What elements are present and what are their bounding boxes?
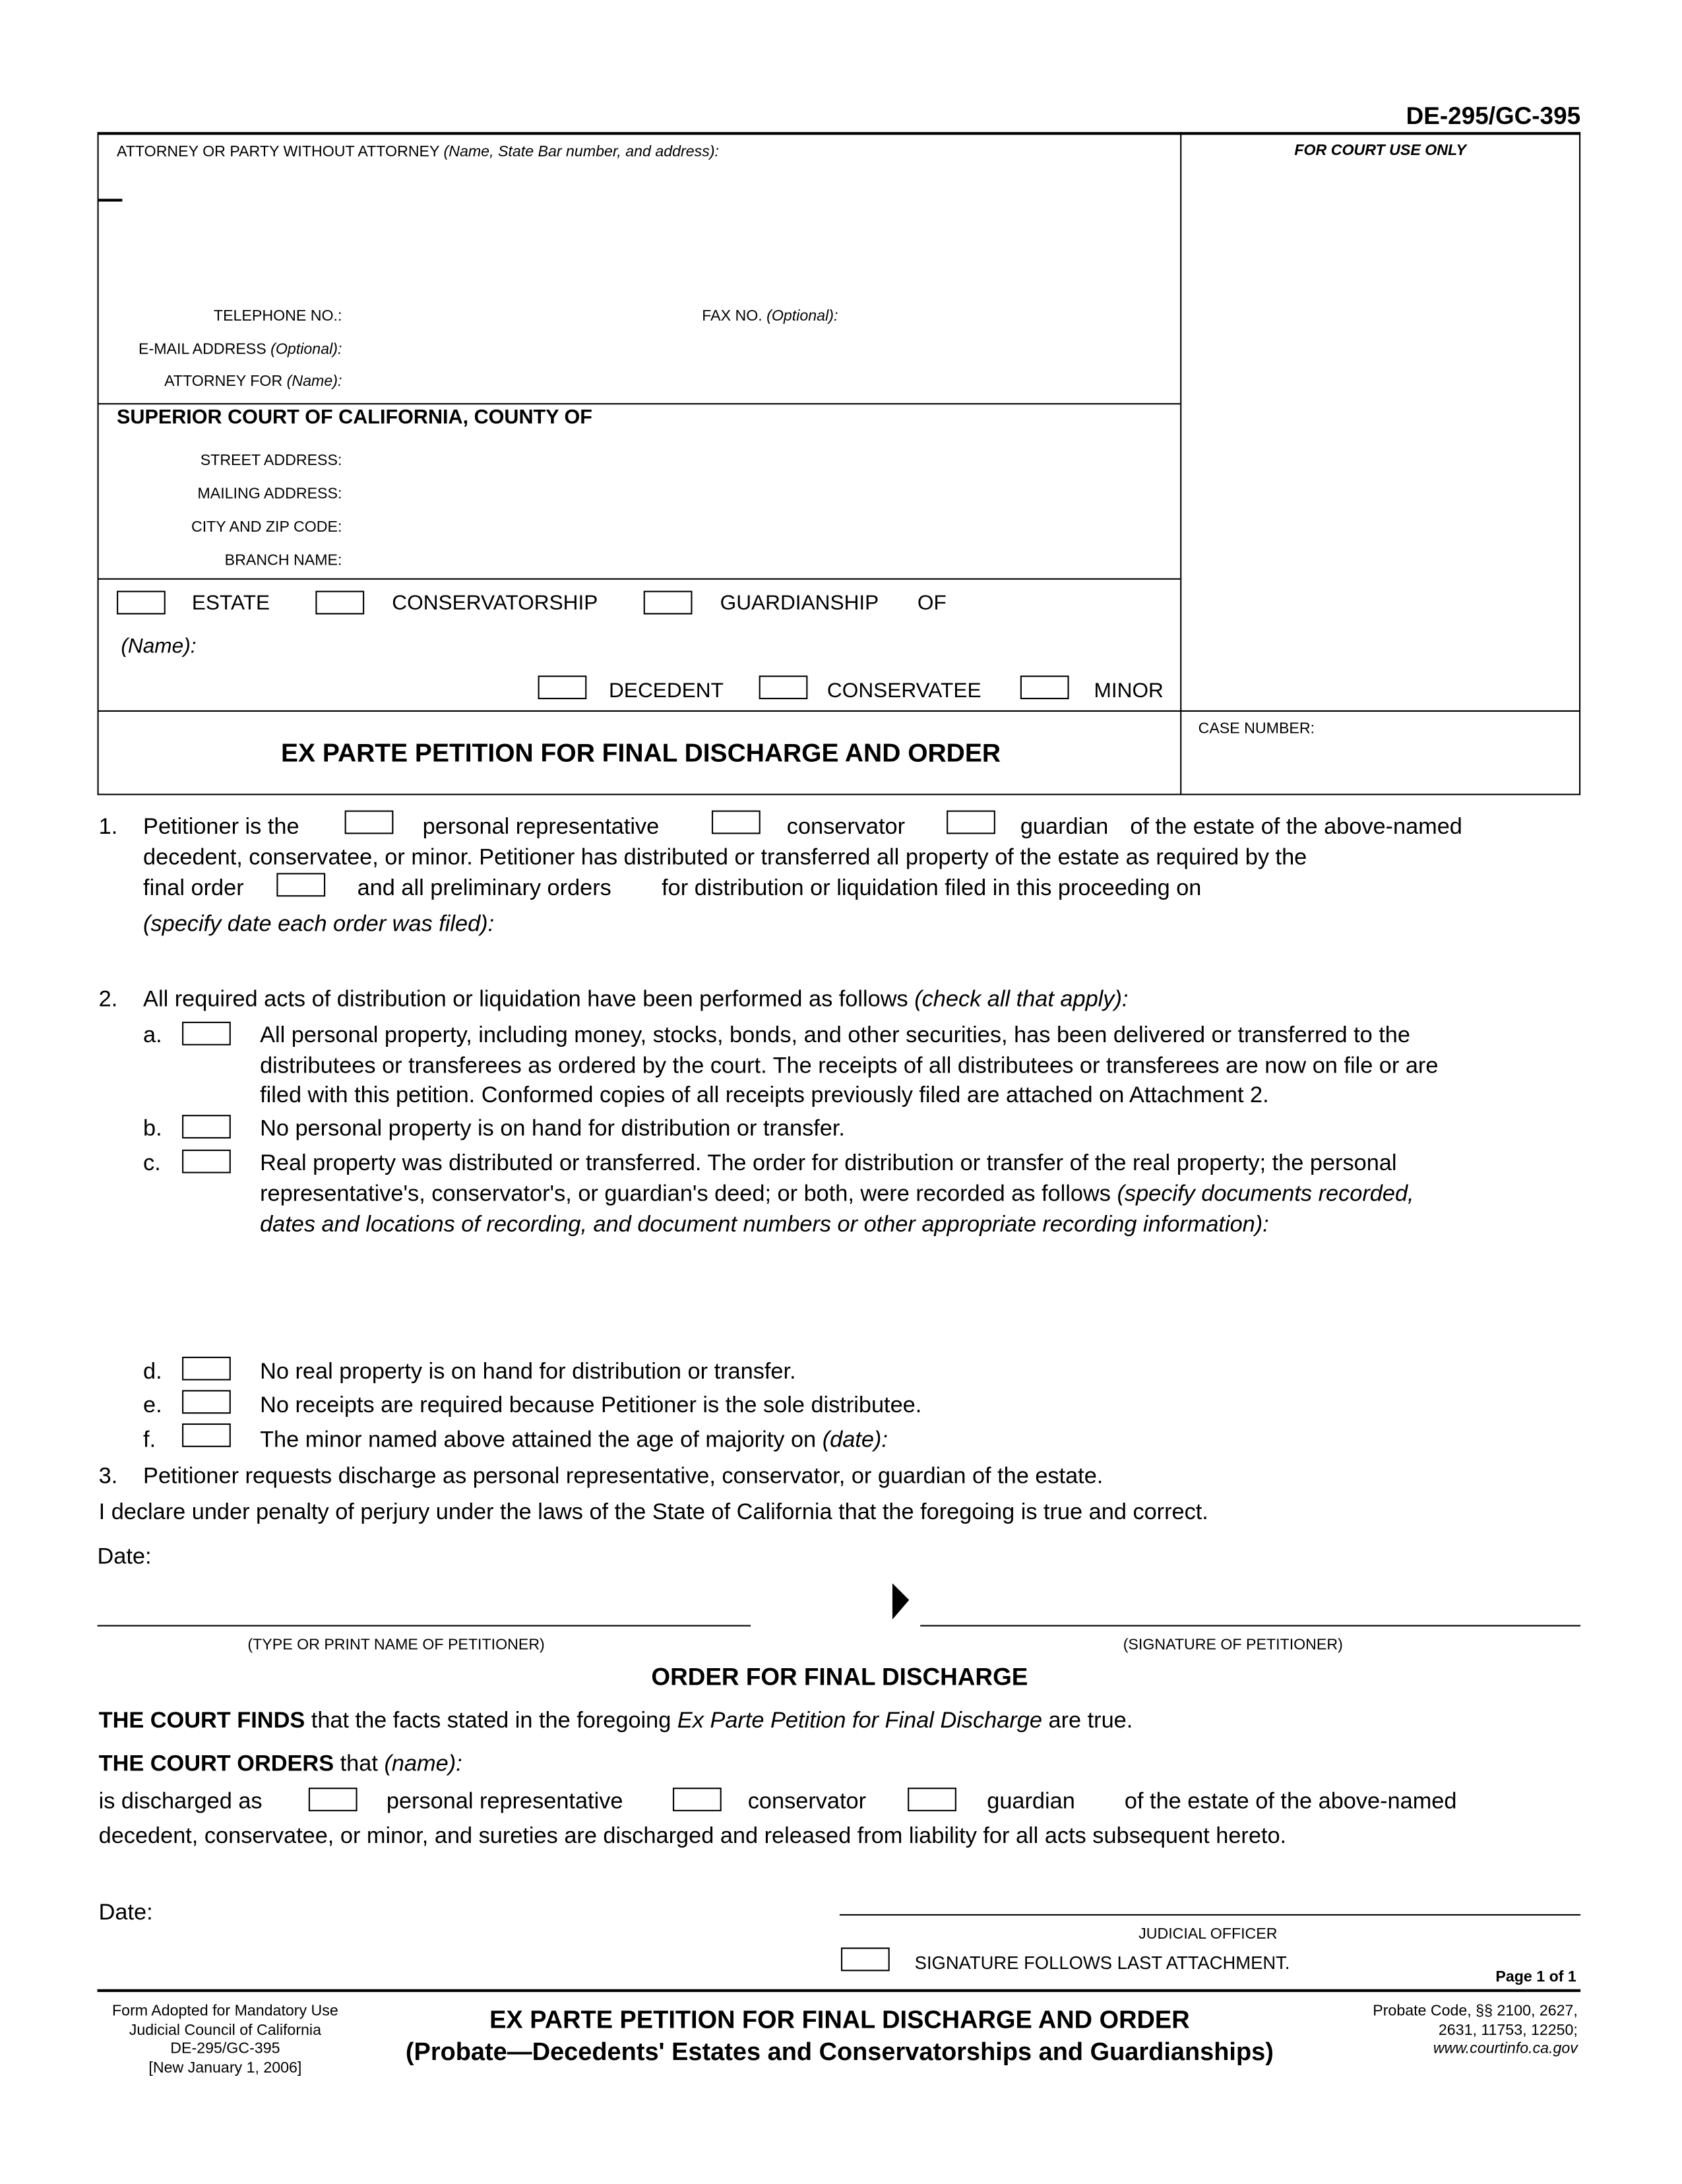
item2c-checkbox[interactable] xyxy=(182,1150,231,1173)
item2-text: All required acts of distribution or liquidation have been performed as follows (check all that apply): xyxy=(143,986,1129,1012)
print-name-line[interactable] xyxy=(98,1625,751,1627)
pr-label: personal representative xyxy=(422,814,660,840)
footer-subtitle: (Probate—Decedents' Estates and Conservatorships and Guardianships) xyxy=(405,2038,1274,2066)
order-text: of the estate of the above-named xyxy=(1124,1788,1457,1814)
conservatee-label: CONSERVATEE xyxy=(826,679,981,703)
guardian-checkbox[interactable] xyxy=(947,811,995,834)
order-guardian-label: guardian xyxy=(987,1788,1075,1814)
divider xyxy=(98,403,1181,405)
item1-text: for distribution or liquidation filed in this proceeding on xyxy=(662,875,1202,901)
divider xyxy=(1579,132,1580,795)
item2e-checkbox[interactable] xyxy=(182,1390,231,1414)
item-letter: d. xyxy=(143,1359,162,1385)
order-pr-checkbox[interactable] xyxy=(309,1788,358,1811)
conservatee-checkbox[interactable] xyxy=(759,675,808,699)
attorney-label: ATTORNEY OR PARTY WITHOUT ATTORNEY (Name, State Bar number, and address): xyxy=(117,144,720,161)
item2c-hint: dates and locations of recording, and document numbers or other appropriate recording information): xyxy=(260,1212,1269,1237)
guardian-label: guardian xyxy=(1020,814,1109,840)
court-finds: THE COURT FINDS that the facts stated in the foregoing Ex Parte Petition for Final Discharge are true. xyxy=(98,1708,1133,1733)
estate-checkbox[interactable] xyxy=(117,591,166,615)
attorney-for-label: ATTORNEY FOR (Name): xyxy=(164,373,342,390)
minor-checkbox[interactable] xyxy=(1020,675,1069,699)
item-number: 3. xyxy=(98,1463,118,1489)
conservatorship-label: CONSERVATORSHIP xyxy=(392,591,598,615)
order-guardian-checkbox[interactable] xyxy=(908,1788,956,1811)
order-conservator-checkbox[interactable] xyxy=(673,1788,722,1811)
signature-follows-checkbox[interactable] xyxy=(841,1947,890,1971)
courtinfo-link[interactable]: www.courtinfo.ca.gov xyxy=(1433,2040,1578,2057)
item-letter: b. xyxy=(143,1115,162,1141)
of-label: OF xyxy=(917,591,947,615)
item3-text: Petitioner requests discharge as personal representative, conservator, or guardian of the estate. xyxy=(143,1463,1104,1489)
form-id: DE-295/GC-395 xyxy=(1406,102,1581,130)
order-title: ORDER FOR FINAL DISCHARGE xyxy=(651,1662,1028,1691)
court-name: SUPERIOR COURT OF CALIFORNIA, COUNTY OF xyxy=(117,406,592,429)
footer-right: Probate Code, §§ 2100, 2627, 2631, 11753, 12250; www.courtinfo.ca.gov xyxy=(1373,2003,1578,2059)
item1-text: decedent, conservatee, or minor. Petitioner has distributed or transferred all property of the estate as required by the xyxy=(143,844,1307,870)
item2b-checkbox[interactable] xyxy=(182,1115,231,1139)
guardianship-checkbox[interactable] xyxy=(644,591,693,615)
item2a-text: distributees or transferees as ordered by the court. The receipts of all distributees or transferees are now on file or are xyxy=(260,1053,1439,1079)
name-label: (Name): xyxy=(121,635,197,658)
item2f-checkbox[interactable] xyxy=(182,1423,231,1447)
final-order-checkbox[interactable] xyxy=(276,873,325,896)
mailing-label: MAILING ADDRESS: xyxy=(197,485,342,503)
item1-text: Petitioner is the xyxy=(143,814,299,840)
signature-arrow-icon xyxy=(890,1580,912,1622)
item2e-text: No receipts are required because Petitioner is the sole distributee. xyxy=(260,1392,922,1418)
item1-text: of the estate of the above-named xyxy=(1130,814,1462,840)
order-date-label: Date: xyxy=(98,1900,153,1925)
footer-left: Form Adopted for Mandatory Use Judicial Council of California DE-295/GC-395 [New January 1, 2006] xyxy=(112,2003,338,2076)
item-letter: c. xyxy=(143,1150,161,1176)
discharged-label: is discharged as xyxy=(98,1788,263,1814)
item2d-text: No real property is on hand for distribution or transfer. xyxy=(260,1359,796,1385)
footer-title: EX PARTE PETITION FOR FINAL DISCHARGE AND ORDER xyxy=(489,2005,1190,2034)
court-use-label: FOR COURT USE ONLY xyxy=(1294,142,1466,160)
judicial-signature-line[interactable] xyxy=(840,1914,1580,1916)
item-number: 2. xyxy=(98,986,118,1012)
estate-label: ESTATE xyxy=(191,591,270,615)
divider xyxy=(98,710,1581,712)
personal-representative-checkbox[interactable] xyxy=(345,811,394,834)
item2a-text: All personal property, including money, stocks, bonds, and other securities, has been delivered or transferred to the xyxy=(260,1022,1410,1048)
city-label: CITY AND ZIP CODE: xyxy=(191,519,342,536)
court-orders: THE COURT ORDERS that (name): xyxy=(98,1751,462,1776)
decedent-label: DECEDENT xyxy=(609,679,724,703)
divider xyxy=(98,132,99,795)
item2c-text: Real property was distributed or transferred. The order for distribution or transfer of the real property; the personal xyxy=(260,1150,1397,1176)
judicial-officer-label: JUDICIAL OFFICER xyxy=(1138,1925,1278,1943)
conservatorship-checkbox[interactable] xyxy=(315,591,364,615)
order-conservator-label: conservator xyxy=(747,1788,867,1814)
item2c-text: representative's, conservator's, or guardian's deed; or both, were recorded as follows (specify documents recorded, xyxy=(260,1181,1414,1206)
item2a-checkbox[interactable] xyxy=(182,1022,231,1045)
conservator-checkbox[interactable] xyxy=(712,811,761,834)
page-number: Page 1 of 1 xyxy=(1495,1969,1576,1986)
branch-label: BRANCH NAME: xyxy=(224,552,342,569)
item2f-text: The minor named above attained the age of majority on (date): xyxy=(260,1427,888,1452)
decedent-checkbox[interactable] xyxy=(538,675,587,699)
declaration: I declare under penalty of perjury under the laws of the State of California that the foregoing is true and correct. xyxy=(98,1499,1208,1525)
item2d-checkbox[interactable] xyxy=(182,1357,231,1381)
conservator-label: conservator xyxy=(786,814,906,840)
minor-label: MINOR xyxy=(1094,679,1164,703)
email-label: E-MAIL ADDRESS (Optional): xyxy=(139,341,342,358)
divider xyxy=(98,794,1581,795)
item-number: 1. xyxy=(98,814,118,840)
signature-line[interactable] xyxy=(920,1625,1580,1627)
item1-text: and all preliminary orders xyxy=(357,875,611,901)
case-number-label: CASE NUMBER: xyxy=(1198,720,1315,737)
item-letter: f. xyxy=(143,1427,156,1452)
signature-follows-label: SIGNATURE FOLLOWS LAST ATTACHMENT. xyxy=(914,1952,1290,1974)
item1-text: final order xyxy=(143,875,244,901)
telephone-label: TELEPHONE NO.: xyxy=(213,307,342,325)
divider xyxy=(98,132,1581,134)
form-title: EX PARTE PETITION FOR FINAL DISCHARGE AND ORDER xyxy=(281,737,1001,767)
order-pr-label: personal representative xyxy=(386,1788,623,1814)
item1-hint: (specify date each order was filed): xyxy=(143,912,495,937)
fax-label: FAX NO. (Optional): xyxy=(702,307,838,325)
item2a-text: filed with this petition. Conformed copies of all receipts previously filed are attached on Attachment 2. xyxy=(260,1082,1269,1108)
street-label: STREET ADDRESS: xyxy=(200,452,342,470)
guardianship-label: GUARDIANSHIP xyxy=(720,591,879,615)
signature-label: (SIGNATURE OF PETITIONER) xyxy=(1123,1637,1343,1654)
divider xyxy=(98,578,1181,580)
divider xyxy=(1180,132,1181,795)
item2b-text: No personal property is on hand for distribution or transfer. xyxy=(260,1115,845,1141)
item-letter: e. xyxy=(143,1392,162,1418)
divider xyxy=(98,199,123,201)
divider xyxy=(98,1989,1581,1992)
date-label: Date: xyxy=(97,1544,152,1569)
print-name-label: (TYPE OR PRINT NAME OF PETITIONER) xyxy=(247,1637,545,1654)
item-letter: a. xyxy=(143,1022,162,1048)
order-text: decedent, conservatee, or minor, and sureties are discharged and released from liability for all acts subsequent hereto. xyxy=(98,1823,1287,1849)
